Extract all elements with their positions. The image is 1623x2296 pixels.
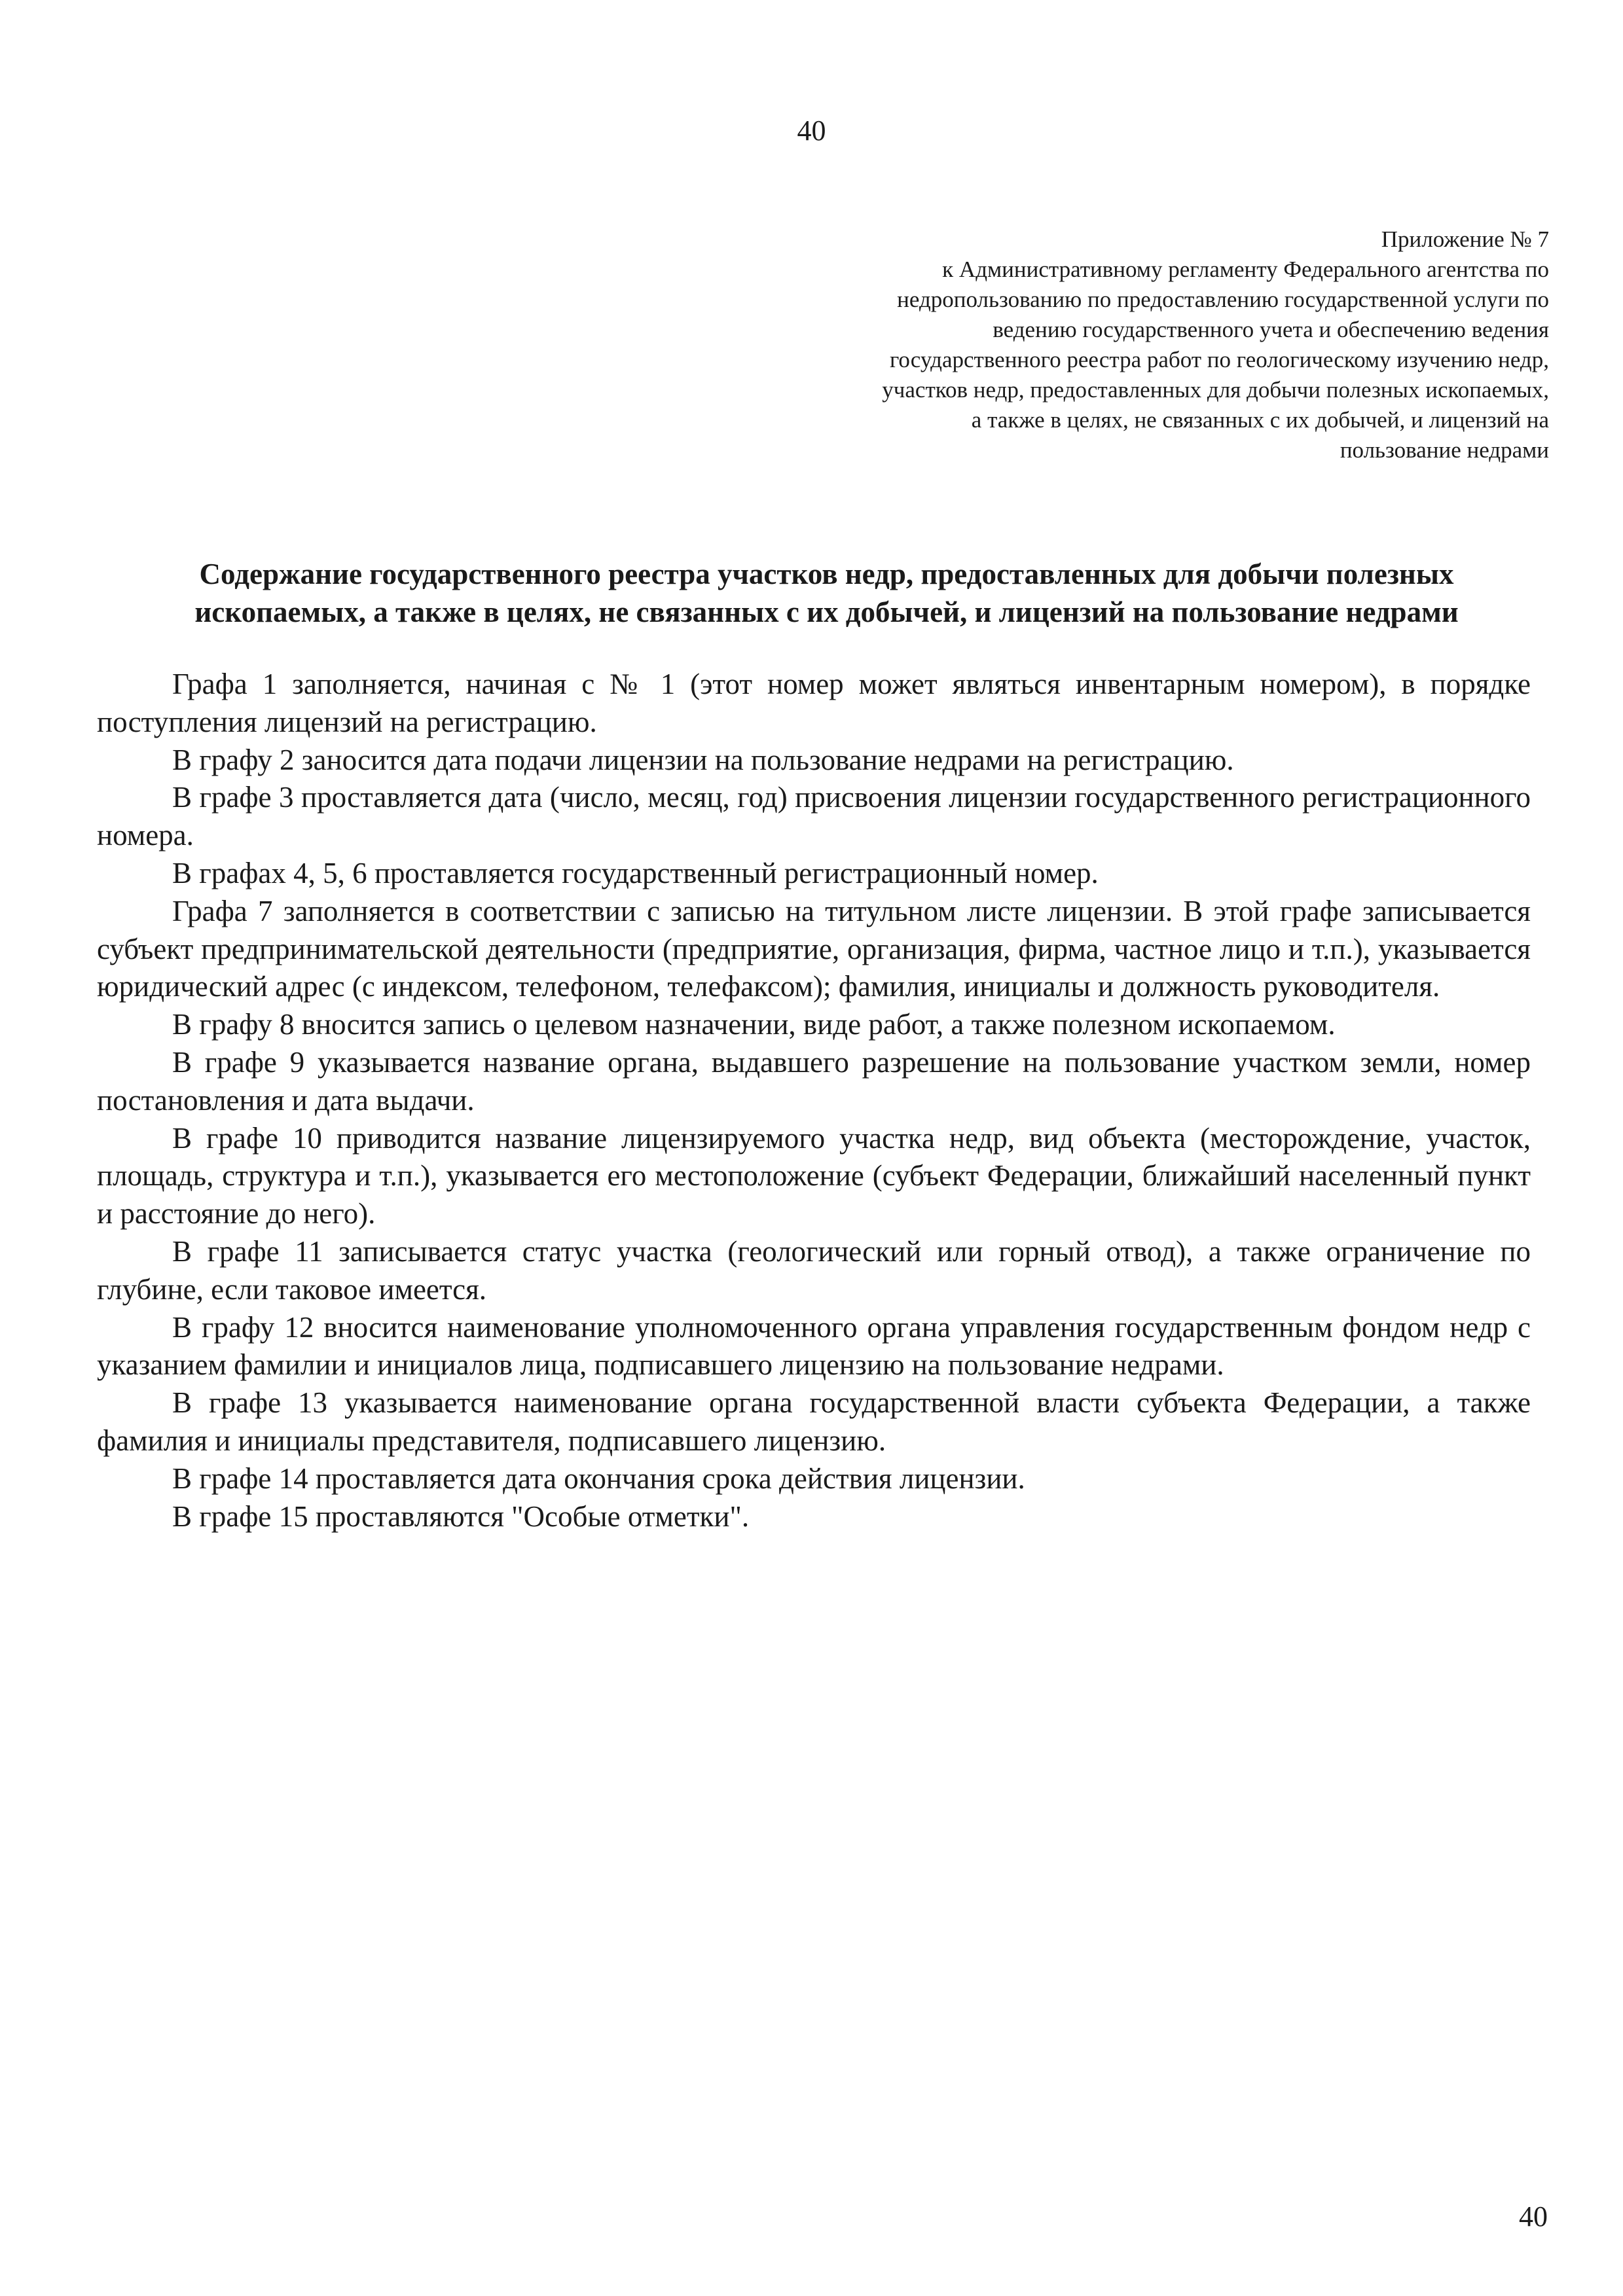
appendix-line: государственного реестра работ по геологическому изучению недр, (889, 347, 1549, 372)
page-number-bottom: 40 (1519, 2200, 1548, 2233)
paragraph: В графу 8 вносится запись о целевом назначении, виде работ, а также полезном ископаемом. (172, 1008, 1336, 1041)
paragraph: Графа 1 заполняется, начиная с № 1 (этот номер может являться инвентарным номером), в порядке поступления лицензий на регистрацию. (97, 668, 1531, 738)
paragraph: В графе 11 записывается статус участка (геологический или горный отвод), а также ограничение по глубине, если таковое имеется. (97, 1234, 1531, 1306)
appendix-line: а также в целях, не связанных с их добычей, и лицензий на (971, 407, 1549, 433)
page-number-top: 40 (797, 115, 826, 147)
appendix-line: Приложение № 7 (1381, 226, 1549, 252)
appendix-line: недропользованию по предоставлению государственной услуги по (897, 287, 1549, 312)
paragraph: В графу 12 вносится наименование уполномоченного органа управления государственным фондом недр с указанием фамилии и инициалов лица, подписавшего лицензию на пользование недрами. (97, 1310, 1531, 1382)
appendix-line: ведению государственного учета и обеспечению ведения (993, 317, 1549, 342)
body-text (97, 666, 1531, 1535)
appendix-line: пользование недрами (1340, 437, 1549, 463)
appendix-note (698, 224, 1549, 465)
paragraph: В графе 9 указывается название органа, выдавшего разрешение на пользование участком земли, номер постановления и дата выдачи. (97, 1045, 1531, 1117)
document-title (134, 555, 1519, 631)
paragraph: В графе 14 проставляется дата окончания срока действия лицензии. (172, 1462, 1025, 1495)
title-line: ископаемых, а также в целях, не связанных с их добычей, и лицензий на пользование недрами (194, 596, 1459, 628)
paragraph: В графе 10 приводится название лицензируемого участка недр, вид объекта (месторождение, участок, площадь, структура и т.п.), указывается его местоположение (субъект Федерации, ближайший населенный пункт и расстояние до него). (97, 1121, 1531, 1230)
paragraph: Графа 7 заполняется в соответствии с записью на титульном листе лицензии. В этой графе записывается субъект предпринимательской деятельности (предприятие, организация, фирма, частное лицо и т.п.), указывается юридический адрес (с индексом, телефоном, телефаксом); фамилия, инициалы и должность руководителя. (97, 894, 1531, 1003)
paragraph: В графу 2 заносится дата подачи лицензии на пользование недрами на регистрацию. (172, 743, 1234, 776)
appendix-line: участков недр, предоставленных для добычи полезных ископаемых, (882, 377, 1549, 403)
appendix-line: к Административному регламенту Федерального агентства по (942, 257, 1549, 282)
paragraph: В графе 15 проставляются "Особые отметки". (172, 1499, 750, 1533)
paragraph: В графе 13 указывается наименование органа государственной власти субъекта Федерации, а также фамилия и инициалы представителя, подписавшего лицензию. (97, 1386, 1531, 1457)
paragraph: В графе 3 проставляется дата (число, месяц, год) присвоения лицензии государственного регистрационного номера. (97, 781, 1531, 852)
title-line: Содержание государственного реестра участков недр, предоставленных для добычи полезных (199, 558, 1454, 590)
paragraph: В графах 4, 5, 6 проставляется государственный регистрационный номер. (172, 856, 1099, 889)
